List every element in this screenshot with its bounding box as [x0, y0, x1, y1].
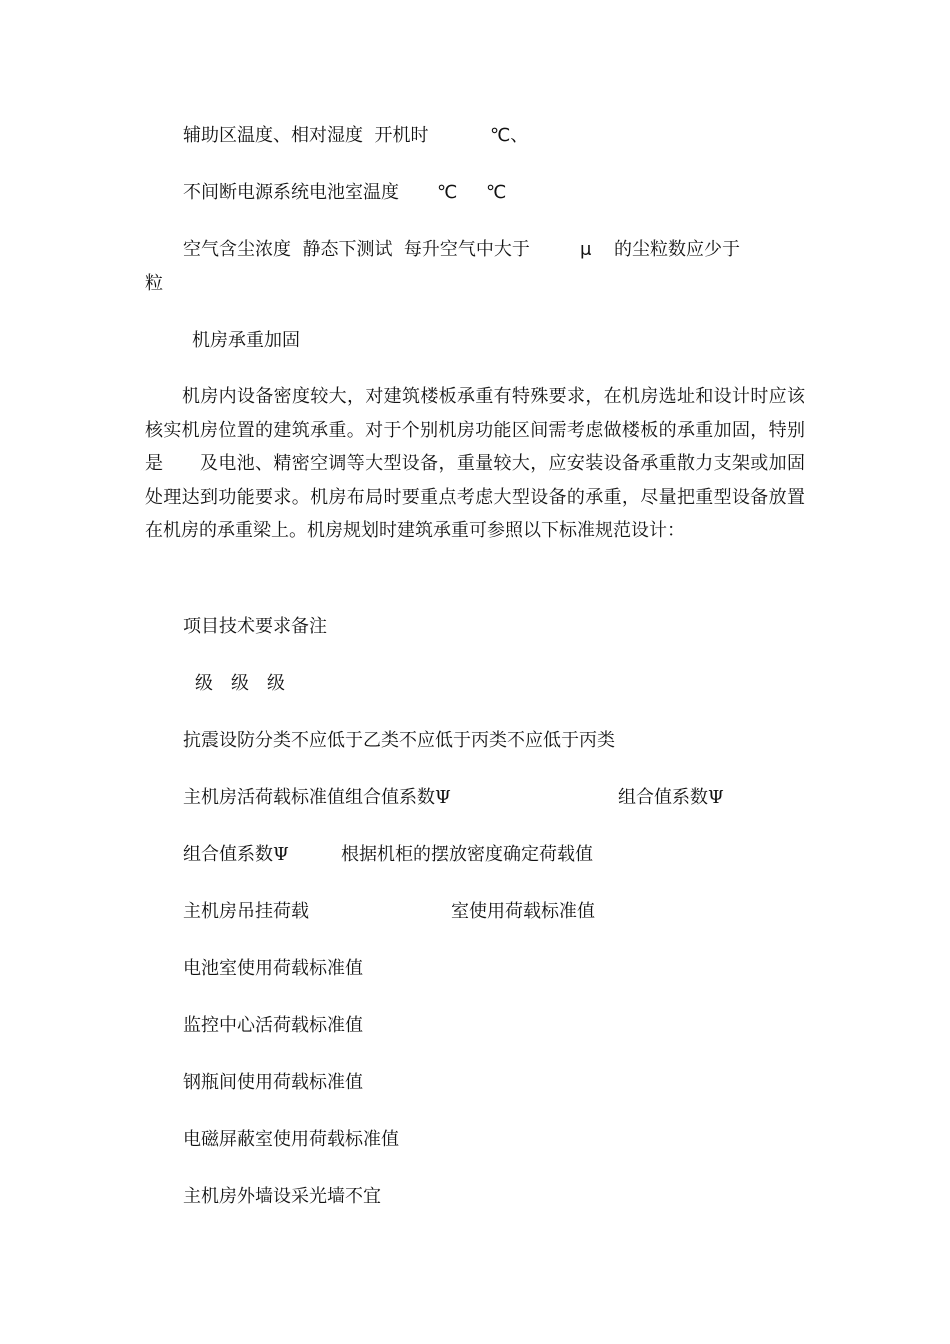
section-heading-load-reinforcement: 机房承重加固 [192, 330, 300, 351]
table-seismic-row: 抗震设防分类不应低于乙类不应低于丙类不应低于丙类 [183, 730, 615, 751]
table-shield-room-row: 电磁屏蔽室使用荷载标准值 [183, 1129, 399, 1150]
table-live-load-row: 主机房活荷载标准值组合值系数Ψ [183, 787, 451, 808]
micron-symbol: μ [580, 239, 592, 260]
dust-particle-count-label: 的尘粒数应少于 [614, 239, 740, 260]
table-combo-note: 根据机柜的摆放密度确定荷载值 [341, 844, 593, 865]
ups-battery-room-temp: 不间断电源系统电池室温度 [183, 182, 399, 203]
table-live-load-combo: 组合值系数Ψ [618, 787, 724, 808]
table-level-row: 级 级 级 [195, 673, 285, 694]
aux-zone-temp-humidity: 辅助区温度、相对湿度 开机时 [183, 125, 429, 146]
table-cylinder-room-row: 钢瓶间使用荷载标准值 [183, 1072, 363, 1093]
table-combo-row: 组合值系数Ψ [183, 844, 289, 865]
table-header-row: 项目技术要求备注 [183, 616, 327, 637]
load-reinforcement-paragraph: 机房内设备密度较大，对建筑楼板承重有特殊要求，在机房选址和设计时应该核实机房位置的建筑承重。对于个别机房功能区间需考虑做楼板的承重加固，特别是 及电池、精密空调等大型设备，重量较大，应安装设备承重散力支架或加固处理达到功能要求。机房布局时要重点考虑大型设备的承重，尽量把重型设备放置在机房的承重梁上。机房规划时建筑承重可参照以下标准规范设计： [145, 386, 805, 541]
table-exterior-wall-row: 主机房外墙设采光墙不宜 [183, 1186, 381, 1207]
battery-temp-unit-2: ℃ [486, 182, 507, 203]
dust-concentration-label: 空气含尘浓度 静态下测试 每升空气中大于 [183, 239, 530, 260]
table-hanging-load-row: 主机房吊挂荷载 [183, 901, 309, 922]
table-battery-room-row: 电池室使用荷载标准值 [183, 958, 363, 979]
battery-temp-unit-1: ℃ [437, 182, 458, 203]
aux-zone-temp-unit: ℃、 [490, 125, 529, 146]
dust-particle-unit: 粒 [145, 273, 163, 294]
table-room-load-value: 室使用荷载标准值 [451, 901, 595, 922]
table-monitor-center-row: 监控中心活荷载标准值 [183, 1015, 363, 1036]
